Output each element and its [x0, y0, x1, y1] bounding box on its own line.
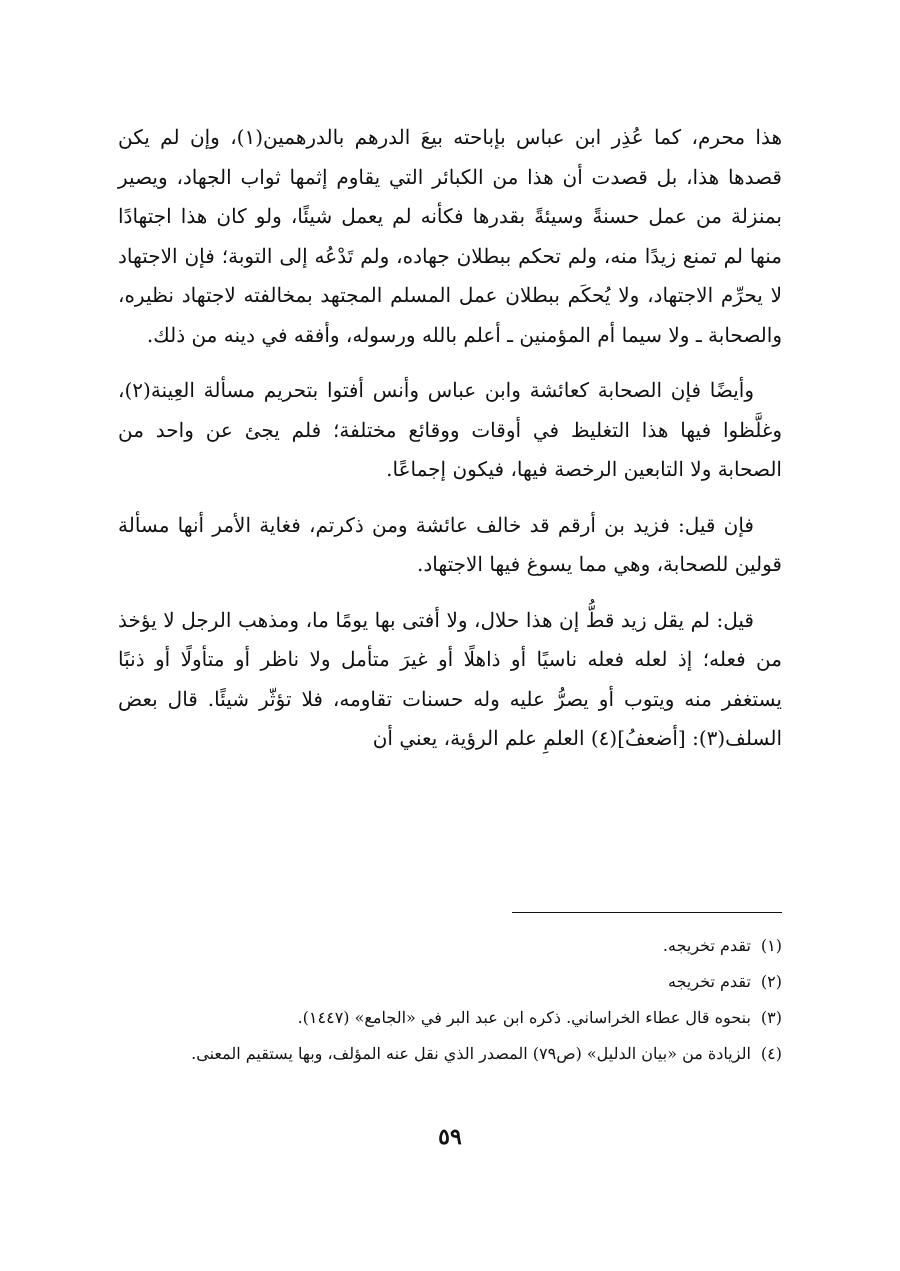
footnote-1	[118, 928, 782, 964]
footnote-separator	[512, 912, 782, 913]
footnote-number: (١)	[760, 936, 782, 955]
footnote-text: تقدم تخريجه.	[662, 936, 751, 955]
footnotes-section	[118, 928, 782, 1072]
footnote-3	[118, 1000, 782, 1036]
paragraph-1: هذا محرم، كما عُذِر ابن عباس بإباحته بيعَ الدرهم بالدرهمين(١)، وإن لم يكن قصدها هذا، بل قصدت أن هذا من الكبائر التي يقاوم إثمها ثواب الجهاد، ويصير بمنزلة من عمل حسنةً وسيئةً بقدرها فكأنه لم يعمل شيئًا، ولو كان هذا اجتهادًا منها لم تمنع زيدًا منه، ولم تحكم ببطلان جهاده، ولم تَدْعُه إلى التوبة؛ فإن الاجتهاد لا يحرِّم الاجتهاد، ولا يُحكَم ببطلان عمل المسلم المجتهد بمخالفته لاجتهاد نظيره، والصحابة ـ ولا سيما أم المؤمنين ـ أعلم بالله ورسوله، وأفقه في دينه من ذلك.	[118, 125, 782, 347]
footnote-text: بنحوه قال عطاء الخراساني. ذكره ابن عبد البر في «الجامع» (١٤٤٧).	[297, 1008, 751, 1027]
footnote-number: (٢)	[760, 972, 782, 991]
footnote-4	[118, 1036, 782, 1072]
footnote-2	[118, 964, 782, 1000]
paragraph-3: فإن قيل: فزيد بن أرقم قد خالف عائشة ومن ذكرتم، فغاية الأمر أنها مسألة قولين للصحابة، وهي مما يسوغ فيها الاجتهاد.	[118, 512, 782, 576]
footnote-number: (٣)	[760, 1008, 782, 1027]
paragraph-2: وأيضًا فإن الصحابة كعائشة وابن عباس وأنس أفتوا بتحريم مسألة العِينة(٢)، وغلَّظوا فيها هذا التغليظ في أوقات ووقائع مختلفة؛ فلم يجئ عن واحد من الصحابة ولا التابعين الرخصة فيها، فيكون إجماعًا.	[118, 378, 782, 481]
footnote-number: (٤)	[760, 1044, 782, 1063]
main-text-body	[118, 118, 782, 775]
page-number: ٥٩	[438, 1124, 462, 1150]
footnote-text: تقدم تخريجه	[668, 972, 751, 991]
paragraph-4: قيل: لم يقل زيد قطُّ إن هذا حلال، ولا أفتى بها يومًا ما، ومذهب الرجل لا يؤخذ من فعله؛ إذ لعله فعله ناسيًا أو ذاهلًا أو غيرَ متأمل ولا ناظر أو متأولًا أو ذنبًا يستغفر منه ويتوب أو يصرُّ عليه وله حسنات تقاومه، فلا تؤثّر شيئًا. قال بعض السلف(٣): [أضعفُ](٤) العلمِ علم الرؤية، يعني أن	[118, 607, 782, 750]
footnote-text: الزيادة من «بيان الدليل» (ص٧٩) المصدر الذي نقل عنه المؤلف، وبها يستقيم المعنى.	[191, 1044, 751, 1063]
